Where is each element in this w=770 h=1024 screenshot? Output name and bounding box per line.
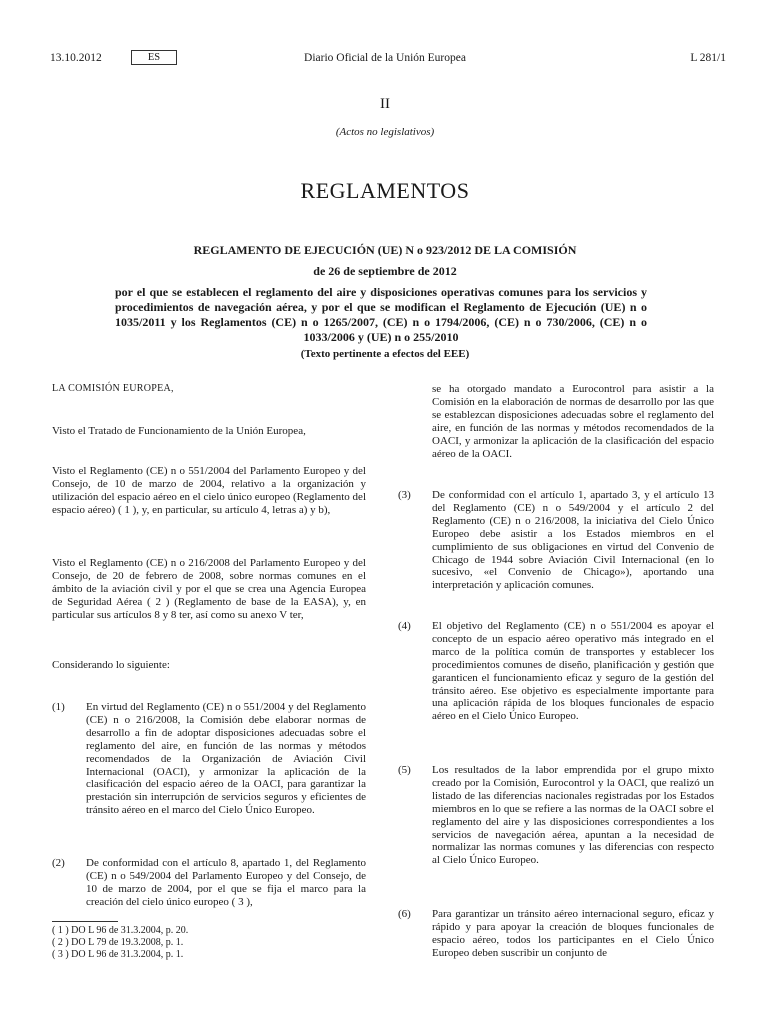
section-heading: REGLAMENTOS [300, 178, 470, 203]
header-date: 13.10.2012 [50, 52, 102, 64]
recital-5: Los resultados de la labor emprendida por el grupo mixto creado por la Comisión, Eurocontrol y la OACI, que realizó un listado de las diferencias nacionales registradas por los Estados miembros en lo que se refiere a las normas de la OACI sobre el reglamento del aire y las disposiciones correspondientes a los servicios de navegación aérea, apuntan a la necesidad de normalizar las normas comunes y las diferencias con respecto al Cielo Único Europeo. [432, 764, 714, 867]
regulation-description: por el que se establecen el reglamento del aire y disposiciones operativas comunes para los servicios y procedimientos de navegación aérea, y por el que se modifican el Reglamento de Ejecución (UE) n o 1035/2011 y los Reglamentos (CE) n o 1265/2007, (CE) n o 1794/2006, (CE) n o 730/2006, (CE) n o 1033/2006 y (UE) n o 255/2010 [115, 285, 647, 344]
recital-number: (4) [398, 620, 411, 632]
visto-reglamento-551: Visto el Reglamento (CE) n o 551/2004 del Parlamento Europeo y del Consejo, de 10 de marzo de 2004, relativo a la organización y utilización del espacio aéreo en el cielo único europeo (Reglamento del espacio aéreo) ( 1 ), y, en particular, su artículo 4, letras a) y b), [52, 465, 366, 516]
recital-number: (6) [398, 908, 411, 920]
recital-1: En virtud del Reglamento (CE) n o 551/2004 y del Reglamento (CE) n o 216/2008, la Comisión debe elaborar normas de desarrollo a fin de adoptar disposiciones adecuadas sobre el reglamento del aire, en función de las normas y métodos recomendados de la Organización de Aviación Civil Internacional (OACI), y armonizar la aplicación de la clasificación del espacio aéreo de la OACI, para garantizar la prestación sin interrupción de servicios seguros y eficientes de tránsito aéreo en el marco del Cielo Único Europeo. [86, 701, 366, 817]
visto-tratado: Visto el Tratado de Funcionamiento de la Unión Europea, [52, 425, 306, 437]
footnote-1: ( 1 ) DO L 96 de 31.3.2004, p. 20. [52, 925, 189, 936]
footnote-divider [52, 921, 118, 922]
recital-number: (3) [398, 489, 411, 501]
considerando-label: Considerando lo siguiente: [52, 659, 170, 671]
footnote-3: ( 3 ) DO L 96 de 31.3.2004, p. 1. [52, 949, 184, 960]
recital-3: De conformidad con el artículo 1, apartado 3, y el artículo 13 del Reglamento (CE) n o 549/2004 y el artículo 2 del Reglamento (CE) n o 216/2008, la iniciativa del Cielo Único Europeo debe asistir a los Estados miembros en el cumplimiento de sus obligaciones en virtud del Convenio de Chicago de 1944 sobre Aviación Civil Internacional (en lo sucesivo, «el Convenio de Chicago»), aportando una interpretación y aplicación comunes. [432, 489, 714, 592]
recital-4: El objetivo del Reglamento (CE) n o 551/2004 es apoyar el concepto de un espacio aéreo operativo más integrado en el marco de la política común de transportes y establecer los procedimientos comunes de diseño, planificación y gestión que garanticen el funcionamiento eficaz y seguro de la gestión del tránsito aéreo. Ese objetivo es especialmente importante para una aplicación rápida de los bloques funcionales de espacio aéreo en el Cielo Único Europeo. [432, 620, 714, 723]
regulation-title: REGLAMENTO DE EJECUCIÓN (UE) N o 923/2012 DE LA COMISIÓN [193, 243, 577, 257]
commission-label: LA COMISIÓN EUROPEA, [52, 383, 174, 394]
footnote-2: ( 2 ) DO L 79 de 19.3.2008, p. 1. [52, 937, 184, 948]
section-subtitle: (Actos no legislativos) [335, 126, 435, 138]
regulation-date: de 26 de septiembre de 2012 [313, 264, 457, 278]
recital-6: Para garantizar un tránsito aéreo internacional seguro, eficaz y rápido y para apoyar la creación de bloques funcionales de espacio aéreo, todos los participantes en el Cielo Único Europeo deben suscribir un conjunto de [432, 908, 714, 959]
recital-number: (2) [52, 857, 65, 869]
recital-number: (5) [398, 764, 411, 776]
page-number: L 281/1 [690, 52, 726, 64]
eee-note: (Texto pertinente a efectos del EEE) [300, 348, 470, 360]
visto-reglamento-216: Visto el Reglamento (CE) n o 216/2008 del Parlamento Europeo y del Consejo, de 20 de febrero de 2008, sobre normas comunes en el ámbito de la aviación civil y por el que se crea una Agencia Europea de Seguridad Aérea ( 2 ) (Reglamento de base de la EASA), y, en particular sus artículos 8 y 8 ter, así como su anexo V ter, [52, 557, 366, 621]
section-roman: II [380, 96, 390, 112]
language-badge: ES [131, 50, 177, 65]
journal-title: Diario Oficial de la Unión Europea [304, 52, 466, 64]
recital-2: De conformidad con el artículo 8, apartado 1, del Reglamento (CE) n o 549/2004 del Parlamento Europeo y del Consejo, de 10 de marzo de 2004, por el que se fija el marco para la creación del cielo único europeo ( 3 ), [86, 857, 366, 908]
recital-number: (1) [52, 701, 65, 713]
recital-2-continued: se ha otorgado mandato a Eurocontrol para asistir a la Comisión en la elaboración de normas de desarrollo por las que se establezcan disposiciones adecuadas sobre el reglamento del aire, en función de las normas y métodos recomendados de la OACI, y armonizar la aplicación de la clasificación del espacio aéreo de la OACI. [432, 383, 714, 460]
